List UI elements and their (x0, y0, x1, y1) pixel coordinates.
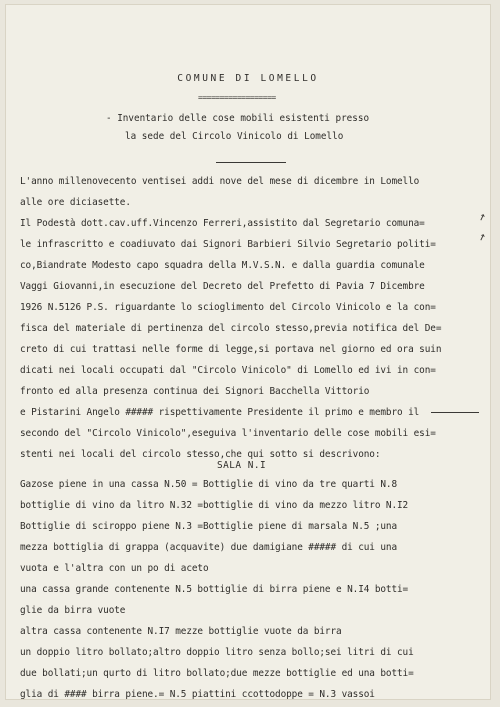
body-line: e Pistarini Angelo ##### rispettivamente Presidente il primo e membro il (20, 407, 420, 418)
body-line: alle ore diciasette. (20, 197, 131, 208)
inventory-line: un doppio litro bollato;altro doppio litro senza bollo;sei litri di cui (20, 647, 414, 658)
body-line: Il Podestà dott.cav.uff.Vincenzo Ferreri,assistito dal Segretario comuna= (20, 218, 425, 229)
inventory-line: glia di #### birra piene.= N.5 piattini ccottodoppe = N.3 vassoi (20, 689, 375, 700)
document-title: COMUNE DI LOMELLO (177, 73, 319, 84)
margin-check-mark-icon: ↗ (475, 208, 488, 224)
inventory-line: altra cassa contenente N.I7 mezze bottiglie vuote da birra (20, 626, 342, 637)
inventory-heading-line-2: la sede del Circolo Vinicolo di Lomello (125, 131, 344, 142)
body-line: fronto ed alla presenza continua dei Signori Bacchella Vittorio (20, 386, 370, 397)
body-line: 1926 N.5126 P.S. riguardante lo scioglimento del Circolo Vinicolo e la con= (20, 302, 436, 313)
inventory-line: glie da birra vuote (20, 605, 126, 616)
body-line: fisca del materiale di pertinenza del circolo stesso,previa notifica del De= (20, 323, 442, 334)
inventory-heading-line-1: - Inventario delle cose mobili esistenti presso (106, 113, 370, 124)
inventory-line: bottiglie di vino da litro N.32 =bottiglie di vino da mezzo litro N.I2 (20, 500, 409, 511)
body-line: L'anno millenovecento ventisei addi nove del mese di dicembre in Lomello (20, 176, 420, 187)
handwritten-stroke (431, 412, 479, 413)
body-line: stenti nei locali del circolo stesso,che qui sotto si descrivono: (20, 449, 381, 460)
heading-rule (216, 162, 286, 163)
inventory-line: Bottiglie di sciroppo piene N.3 =Bottiglie piene di marsala N.5 ;una (20, 521, 398, 532)
inventory-line: vuota e l'altra con un po di aceto (20, 563, 209, 574)
sala-heading: SALA N.I (217, 460, 267, 471)
inventory-line: due bollati;un qurto di litro bollato;due mezze bottiglie ed una botti= (20, 668, 414, 679)
document-page (6, 5, 490, 699)
inventory-line: Gazose piene in una cassa N.50 = Bottiglie di vino da tre quarti N.8 (20, 479, 398, 490)
body-line: dicati nei locali occupati dal "Circolo Vinicolo" di Lomello ed ivi in con= (20, 365, 436, 376)
body-line: le infrascritto e coadiuvato dai Signori Barbieri Silvio Segretario politi= (20, 239, 436, 250)
title-underline: ================== (198, 93, 276, 102)
body-line: creto di cui trattasi nelle forme di legge,si portava nel giorno ed ora suin (20, 344, 442, 355)
inventory-line: una cassa grande contenente N.5 bottiglie di birra piene e N.I4 botti= (20, 584, 409, 595)
margin-check-mark-icon: ↗ (475, 228, 488, 244)
body-line: secondo del "Circolo Vinicolo",eseguiva l'inventario delle cose mobili esi= (20, 428, 436, 439)
body-line: co,Biandrate Modesto capo squadra della M.V.S.N. e dalla guardia comunale (20, 260, 425, 271)
inventory-line: mezza bottiglia di grappa (acquavite) due damigiane ##### di cui una (20, 542, 398, 553)
body-line: Vaggi Giovanni,in esecuzione del Decreto del Prefetto di Pavia 7 Dicembre (20, 281, 425, 292)
